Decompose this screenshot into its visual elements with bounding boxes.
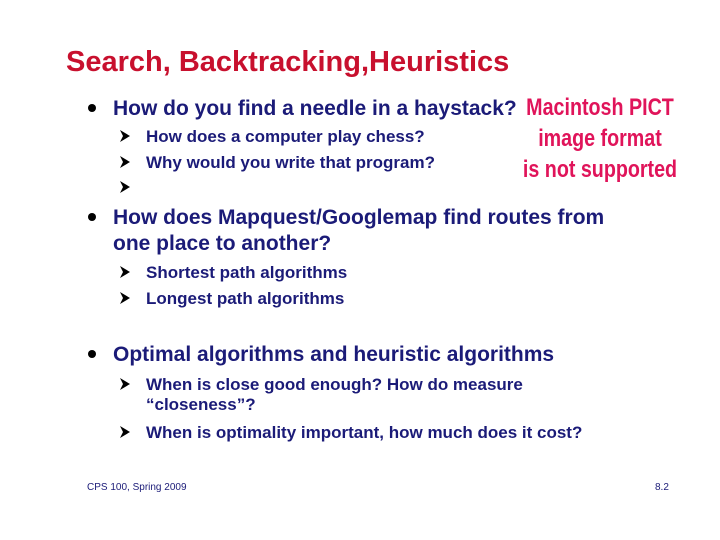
- arrow-bullet-icon: [120, 378, 130, 390]
- bullet-1-sub-2: Why would you write that program?: [146, 153, 435, 172]
- footer-course: CPS 100, Spring 2009: [87, 482, 187, 493]
- arrow-bullet-icon: [120, 292, 130, 304]
- arrow-bullet-icon: [120, 181, 130, 193]
- pict-line-3: is not supported: [522, 156, 678, 183]
- bullet-2-sub-1: Shortest path algorithms: [146, 263, 348, 282]
- bullet-1-text: How do you find a needle in a haystack?: [113, 97, 517, 120]
- bullet-3-sub-2: When is optimality important, how much does it cost?: [146, 423, 583, 442]
- bullet-1-sub-1: How does a computer play chess?: [146, 127, 425, 146]
- bullet-2-sub-2: Longest path algorithms: [146, 289, 345, 308]
- unsupported-image-placeholder: [518, 92, 682, 192]
- pict-line-2: image format: [538, 125, 662, 152]
- pict-line-1: Macintosh PICT: [526, 94, 674, 121]
- bullet-3-text: Optimal algorithms and heuristic algorithms: [113, 343, 555, 366]
- arrow-bullet-icon: [120, 130, 130, 142]
- bullet-dot: [88, 350, 96, 358]
- bullet-2-text-line2: one place to another?: [113, 232, 332, 255]
- bullet-3-sub-1-line1: When is close good enough? How do measure: [146, 375, 523, 394]
- arrow-bullet-icon: [120, 266, 130, 278]
- footer-page-number: 8.2: [655, 482, 669, 493]
- slide-title: Search, Backtracking,Heuristics: [66, 46, 510, 78]
- arrow-bullet-icon: [120, 156, 130, 168]
- bullet-dot: [88, 104, 96, 112]
- bullet-dot: [88, 213, 96, 221]
- bullet-2-text-line1: How does Mapquest/Googlemap find routes from: [113, 206, 605, 229]
- arrow-bullet-icon: [120, 426, 130, 438]
- bullet-3-sub-1-line2: “closeness”?: [146, 395, 256, 414]
